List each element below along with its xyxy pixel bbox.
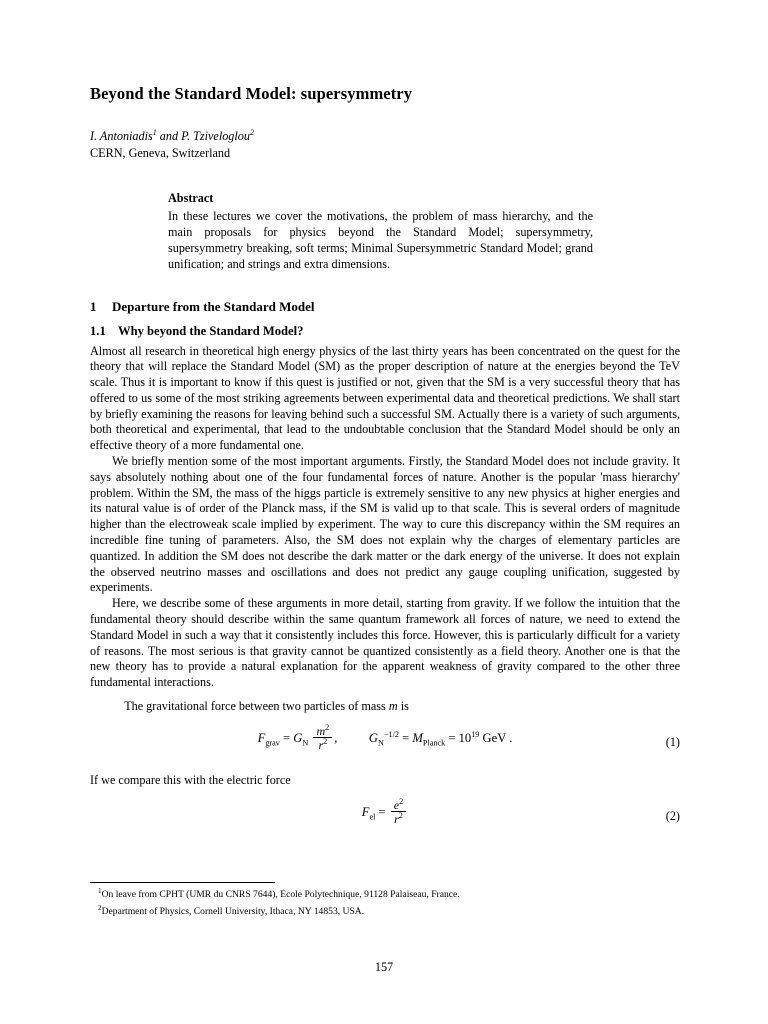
footnote-2 bbox=[98, 903, 678, 919]
paragraph-1: Almost all research in theoretical high energy physics of the last thirty years has been concentrated on the quest for the theory that will replace the Standard Model (SM) as the proper description of nature at the energies beyond the TeV scale. Thus it is important to know if this quest is justified or not, given that the SM is a very successful theory that has offered to us some of the most striking agreements between experimental data and theoretical predictions. We shall start by briefly examining the reasons for leaving behind such a successful SM. Actually there is a variety of such arguments, both theoretical and experimental, that lead to the undoubtable conclusion that the Standard Model should be only an effective theory of a more fundamental one. bbox=[90, 343, 680, 453]
footnote-1-marker: 1 bbox=[98, 887, 102, 895]
author-one-footnote-marker: 1 bbox=[152, 128, 157, 137]
equation-1-row bbox=[90, 722, 680, 763]
author-one: I. Antoniadis bbox=[90, 129, 153, 144]
paragraph-3: Here, we describe some of these arguments in more detail, starting from gravity. If we follow the intuition that the fundamental theory should describe within the same quantum framework all forces of nature, we need to extend the Standard Model in such a way that it consistently includes this force. However, this is particularly difficult for a variety of reasons. The most serious is that gravity cannot be quantized consistently as a field theory. Another one is that the new theory has to provide a natural explanation for the apparent weakness of gravity compared to the other three fundamental interactions. bbox=[90, 596, 680, 690]
abstract-text: In these lectures we cover the motivations, the problem of mass hierarchy, and the main proposals for physics beyond the Standard Model; supersymmetry, supersymmetry breaking, soft terms; Minimal Supersymmetric Standard Model; grand unification; and strings and extra dimensions. bbox=[168, 209, 593, 271]
authors-conjunction: and P. Tziveloglou bbox=[156, 129, 250, 144]
abstract-block bbox=[168, 191, 593, 272]
equation-2-row bbox=[90, 796, 680, 837]
document-content bbox=[90, 84, 680, 847]
footnote-1-text: On leave from CPHT (UMR du CNRS 7644), Ecole Polytechnique, 91128 Palaiseau, France. bbox=[101, 889, 460, 901]
footnotes-block bbox=[98, 886, 678, 920]
footnote-2-text: Department of Physics, Cornell University, Ithaca, NY 14853, USA. bbox=[101, 906, 365, 918]
footnote-separator bbox=[90, 882, 275, 883]
paragraph-4: The gravitational force between two particles of mass m is bbox=[112, 699, 409, 714]
author-two-footnote-marker: 2 bbox=[249, 128, 254, 137]
equation-2-fraction: $\frac{e^2}{r^2}$ bbox=[391, 798, 406, 826]
page-number: 157 bbox=[374, 960, 394, 974]
paragraph-5: If we compare this with the electric force bbox=[90, 772, 291, 787]
equation-1-fraction: $\frac{m^2}{r^2}$ bbox=[313, 724, 332, 752]
footnote-2-marker: 2 bbox=[98, 904, 102, 913]
equation-2: $F_{el}$ = $\frac{e^2}{r^2}$ bbox=[90, 799, 680, 827]
equation-2-number: (2) bbox=[665, 808, 680, 823]
abstract-heading: Abstract bbox=[168, 191, 214, 206]
paragraph-2: We briefly mention some of the most important arguments. Firstly, the Standard Model does not include gravity. It says absolutely nothing about one of the four fundamental forces of nature. Another is the popular 'mass hierarchy' problem. Within the SM, the mass of the higgs particle is extremely sensitive to any new physics at higher energies and its natural value is of order of the Planck mass, if the SM is valid up to that scale. This is several orders of magnitude higher than the electroweak scale implied by experiment. The way to cure this discrepancy within the SM requires an incredible fine tuning of parameters. Also, the SM does not explain why the charges of elementary particles are quantized. In addition the SM does not describe the dark matter or the dark energy of the universe. It does not explain the observed neutrino masses and oscillations and does not predict any gauge coupling unification, suggested by experiments. bbox=[90, 454, 680, 595]
subsection-title: Why beyond the Standard Model? bbox=[118, 323, 304, 338]
section-number: 1 bbox=[90, 298, 97, 314]
subsection-number: 1.1 bbox=[90, 323, 106, 338]
equation-1-number: (1) bbox=[665, 734, 680, 749]
section-title: Departure from the Standard Model bbox=[112, 298, 315, 314]
page-title: Beyond the Standard Model: supersymmetry bbox=[90, 84, 413, 103]
section-heading bbox=[90, 299, 680, 315]
authors-line bbox=[90, 128, 680, 144]
subsection-heading bbox=[90, 324, 680, 339]
footnote-1 bbox=[98, 886, 678, 902]
affiliation-line: CERN, Geneva, Switzerland bbox=[90, 146, 231, 161]
equation-1: $F_{grav} = G_N$ $\frac{m^2}{r^2}$ , $G_N^{-1/2} = M_{Planck} = 10^{19}$ GeV . bbox=[257, 722, 513, 753]
